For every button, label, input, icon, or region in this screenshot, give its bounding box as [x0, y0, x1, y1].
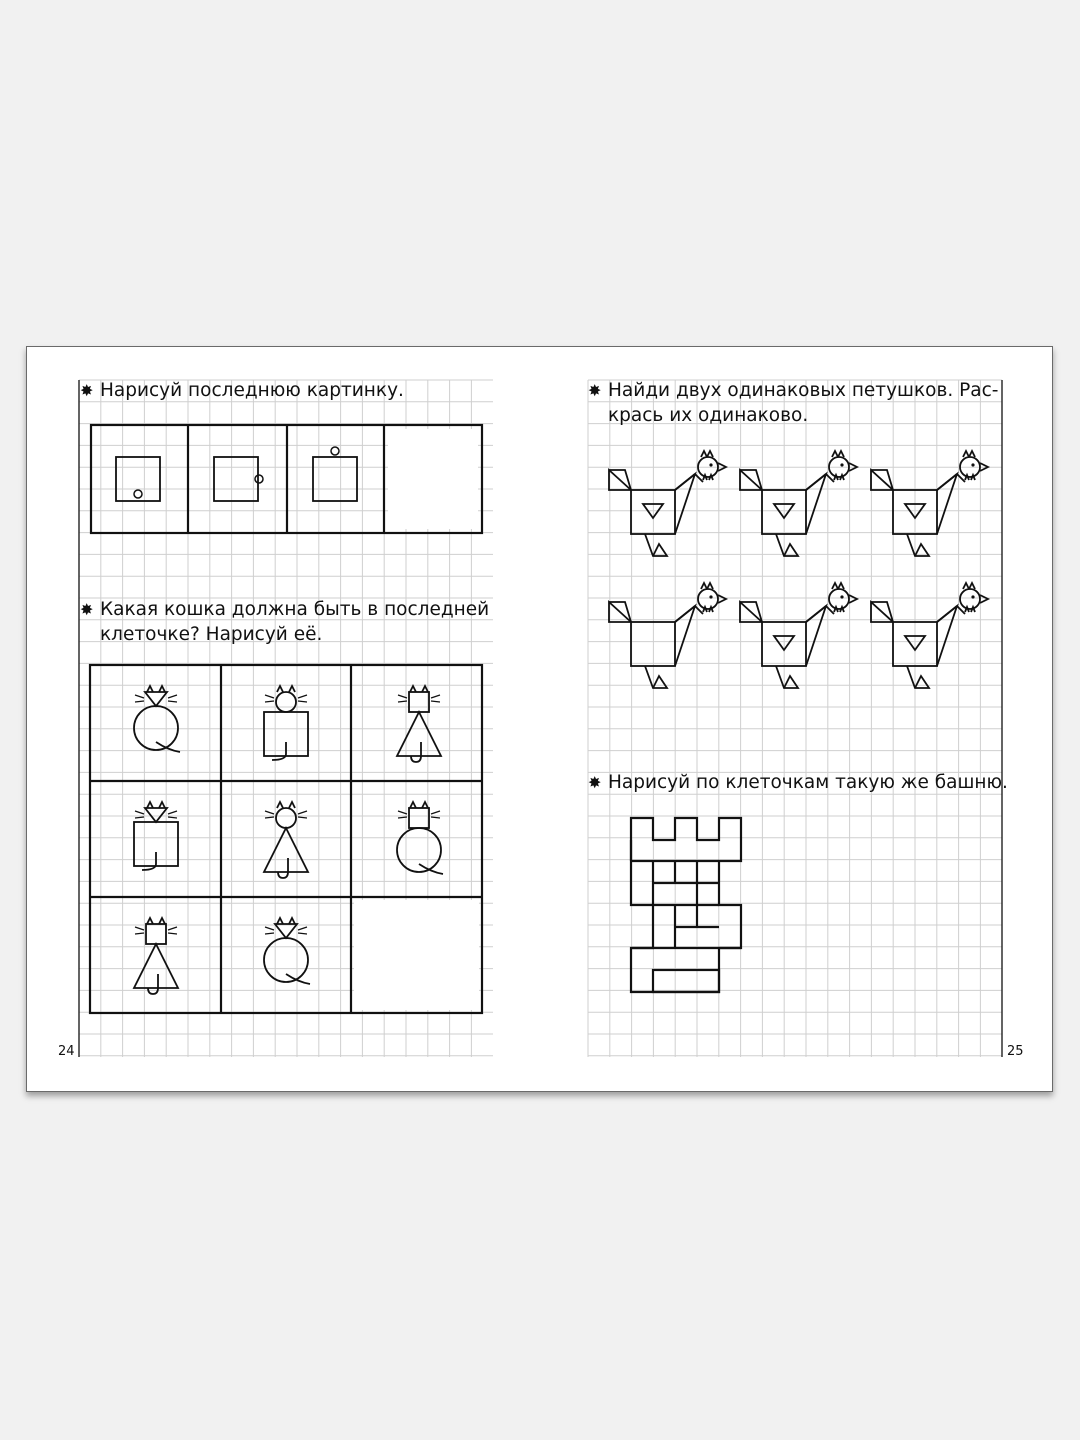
- sequence-puzzle: [91, 425, 482, 533]
- sequence-square-3: [313, 457, 357, 501]
- page-number-right: 25: [1007, 1044, 1024, 1059]
- sequence-square-2: [214, 457, 258, 501]
- rooster-figure-4: [609, 583, 726, 688]
- left-task-1-heading: [80, 378, 404, 403]
- star-bullet-icon: ✸: [588, 381, 602, 400]
- tower-base-window: [653, 970, 719, 992]
- sequence-dot-3: [331, 447, 339, 455]
- left-task-2-heading: [80, 597, 489, 647]
- book-spread: [26, 346, 1053, 1092]
- cat-figure-1: [134, 686, 180, 752]
- cat-figure-5: [264, 802, 308, 878]
- rooster-figures: [609, 451, 988, 688]
- sequence-dot-2: [255, 475, 263, 483]
- right-task-1-line-2: крась их одинаково.: [608, 405, 809, 426]
- star-bullet-icon: ✸: [80, 381, 94, 400]
- left-task-2-line-1: Какая кошка должна быть в последней: [100, 599, 490, 620]
- cat-figure-8: [264, 918, 310, 984]
- star-bullet-icon: ✸: [80, 600, 94, 619]
- tower-figure: [631, 818, 741, 992]
- cat-figure-2: [264, 686, 308, 760]
- rooster-figure-6: [871, 583, 988, 688]
- cat-figure-7: [134, 918, 178, 994]
- workbook-art: [27, 347, 1054, 1093]
- right-task-1-line-1: Найди двух одинаковых петушков. Рас-: [608, 380, 999, 401]
- left-task-2-line-2: клеточке? Нарисуй её.: [100, 624, 323, 645]
- cat-answer-cell: [354, 900, 479, 1010]
- sequence-answer-cell: [388, 429, 478, 529]
- star-bullet-icon: ✸: [588, 773, 602, 792]
- right-page-grid: [588, 380, 1002, 1057]
- left-task-1-text: Нарисуй последнюю картинку.: [100, 380, 404, 401]
- right-task-1-heading: [588, 378, 998, 428]
- right-task-2-text: Нарисуй по клеточкам такую же башню.: [608, 772, 1008, 793]
- sequence-dot-1: [134, 490, 142, 498]
- cat-matrix: [90, 665, 482, 1013]
- right-task-2-heading: [588, 770, 1008, 795]
- page-number-left: 24: [58, 1044, 75, 1059]
- rooster-figure-5: [740, 583, 857, 688]
